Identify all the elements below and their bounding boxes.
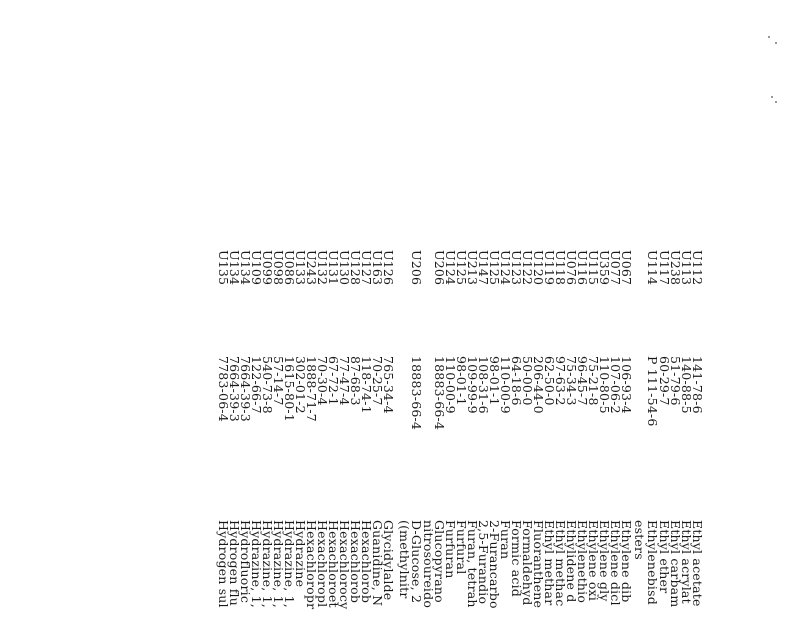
substance-name: 2-Furancarbo: [487, 520, 502, 609]
waste-code: U131: [326, 250, 341, 286]
waste-code: U243: [304, 250, 319, 286]
waste-code: U125: [487, 250, 502, 286]
substance-name: Furfuran: [443, 520, 458, 579]
waste-code: U359: [597, 250, 612, 286]
waste-code: U119: [542, 250, 557, 286]
waste-code: U113: [679, 250, 694, 286]
waste-code: U067: [619, 250, 634, 286]
waste-code: U120: [531, 250, 546, 286]
waste-code: U076: [564, 250, 579, 286]
substance-name: Hexachloropl: [315, 520, 330, 608]
cas-number: 140-88-5: [679, 356, 694, 414]
waste-code: U127: [359, 250, 374, 286]
scan-speck: [775, 42, 777, 44]
waste-code: U077: [608, 250, 623, 286]
cas-number: 87-68-3: [348, 356, 363, 406]
waste-code: U118: [553, 250, 568, 286]
scan-speck: [768, 36, 770, 38]
cas-number: 540-73-8: [260, 356, 275, 414]
cas-number: 765-34-4: [381, 356, 396, 414]
substance-name: nitrosoureido: [421, 520, 436, 609]
substance-name: Ethyl ether: [657, 520, 672, 594]
waste-code: U124: [498, 250, 513, 286]
waste-code: U116: [575, 250, 590, 286]
waste-code: U130: [337, 250, 352, 286]
waste-code: U099: [260, 250, 275, 286]
cas-number: 62-50-0: [542, 356, 557, 406]
waste-code: U238: [668, 250, 683, 286]
cas-number: 7664-39-3: [238, 356, 253, 422]
substance-name: Hexachloropr: [304, 520, 319, 610]
substance-name: esters: [632, 520, 647, 560]
cas-number: 70-30-4: [315, 356, 330, 406]
waste-code: U117: [657, 250, 672, 286]
cas-number: 50-00-0: [520, 356, 535, 406]
cas-number: 97-63-2: [553, 356, 568, 406]
substance-name: Ethylene dicl: [608, 520, 623, 606]
substance-name: Ethylene dib: [619, 520, 634, 603]
waste-code: U135: [216, 250, 231, 286]
waste-code: U206: [409, 250, 424, 286]
waste-code: U122: [520, 250, 535, 286]
substance-name: Hydrofluoric: [238, 520, 253, 604]
waste-code: U086: [282, 250, 297, 286]
waste-code: U098: [271, 250, 286, 286]
cas-number: 118-74-1: [359, 356, 374, 414]
substance-name: Furfural: [454, 520, 469, 575]
substance-name: Ethyl methar: [542, 520, 557, 606]
substance-name: Guanidine, N: [370, 520, 385, 607]
waste-code: U133: [293, 250, 308, 286]
substance-name: Hydrazine, 1,: [271, 520, 286, 608]
substance-name: Formaldehyd: [520, 520, 535, 606]
cas-number: 302-01-2: [293, 356, 308, 414]
cas-number: 70-25-7: [370, 356, 385, 406]
cas-number: 98-01-1: [454, 356, 469, 406]
waste-code: U125: [454, 250, 469, 286]
substance-name: Fluoranthene: [531, 520, 546, 609]
waste-code: U126: [381, 250, 396, 286]
substance-name: Hydrogen sul: [216, 520, 231, 608]
waste-code: U132: [315, 250, 330, 286]
cas-number: 60-29-7: [657, 356, 672, 406]
waste-code: U109: [249, 250, 264, 286]
waste-code: U134: [238, 250, 253, 286]
cas-number: 1615-80-1: [282, 356, 297, 422]
substance-name: Furan, tetrah: [465, 520, 480, 608]
substance-name: Glucopyrano: [432, 520, 447, 603]
cas-number: 206-44-0: [531, 356, 546, 414]
cas-number: 64-18-6: [509, 356, 524, 406]
waste-code: U206: [432, 250, 447, 286]
cas-number: 67-72-1: [326, 356, 341, 406]
substance-name: Hexachlorocy: [337, 520, 352, 610]
waste-code: U128: [348, 250, 363, 286]
cas-number: 57-14-7: [271, 356, 286, 406]
substance-name: Furan: [498, 520, 513, 560]
substance-name: Ethyl acetate: [690, 520, 705, 607]
cas-number: 107-06-2: [608, 356, 623, 414]
scan-speck: [775, 101, 777, 103]
substance-name: Ethylene gly: [597, 520, 612, 602]
substance-name: Ethyl carbam: [668, 520, 683, 608]
waste-code: U124: [443, 250, 458, 286]
substance-name: Hexachloroet: [326, 520, 341, 608]
substance-name: Ethyl methac: [553, 520, 568, 607]
substance-name: Hexachlorob: [348, 520, 363, 604]
cas-number: 109-99-9: [465, 356, 480, 414]
waste-code: U147: [476, 250, 491, 286]
waste-code: U163: [370, 250, 385, 286]
substance-name: Ethylenebisd: [645, 520, 660, 605]
cas-number: 18883-66-4: [432, 356, 447, 431]
substance-name: Formic acid: [509, 520, 524, 597]
substance-name: Hexachlorob: [359, 520, 374, 604]
cas-number: 110-00-9: [498, 356, 513, 414]
cas-number: 7783-06-4: [216, 356, 231, 422]
substance-name: Hydrogen flu: [227, 520, 242, 606]
waste-code: U123: [509, 250, 524, 286]
substance-name: 2,5-Furandio: [476, 520, 491, 605]
substance-name: ((methylnitr: [397, 520, 412, 599]
waste-code: U114: [645, 250, 660, 286]
substance-name: Hydrazine, 1,: [260, 520, 275, 608]
cas-number: P 111-54-6: [645, 356, 660, 427]
substance-name: D-Glucose, 2: [409, 520, 424, 604]
substance-name: Ethylenethio: [575, 520, 590, 604]
cas-number: 98-01-1: [487, 356, 502, 406]
substance-name: Hydrazine, 1,: [282, 520, 297, 608]
cas-number: 122-66-7: [249, 356, 264, 414]
substance-name: Hydrazine, 1,: [249, 520, 264, 608]
cas-number: 7664-39-3: [227, 356, 242, 422]
scan-speck: [771, 96, 773, 98]
substance-name: Ethylene oxi: [586, 520, 601, 602]
waste-code: U112: [690, 250, 705, 286]
cas-number: 110-00-9: [443, 356, 458, 414]
cas-number: 75-34-3: [564, 356, 579, 406]
waste-code: U134: [227, 250, 242, 286]
substance-name: Hydrazine: [293, 520, 308, 588]
cas-number: 18883-66-4: [409, 356, 424, 431]
cas-number: 51-79-6: [668, 356, 683, 406]
waste-code: U115: [586, 250, 601, 286]
cas-number: 106-93-4: [619, 356, 634, 414]
substance-name: Ethylidene d: [564, 520, 579, 603]
cas-number: 1888-71-7: [304, 356, 319, 422]
cas-number: 96-45-7: [575, 356, 590, 406]
substance-name: Glycidylalde: [381, 520, 396, 601]
cas-number: 110-80-5: [597, 356, 612, 414]
waste-code: U213: [465, 250, 480, 286]
cas-number: 141-78-6: [690, 356, 705, 414]
substance-name: Ethyl acrylat: [679, 520, 694, 604]
cas-number: 108-31-6: [476, 356, 491, 414]
cas-number: 75-21-8: [586, 356, 601, 406]
cas-number: 77-47-4: [337, 356, 352, 406]
